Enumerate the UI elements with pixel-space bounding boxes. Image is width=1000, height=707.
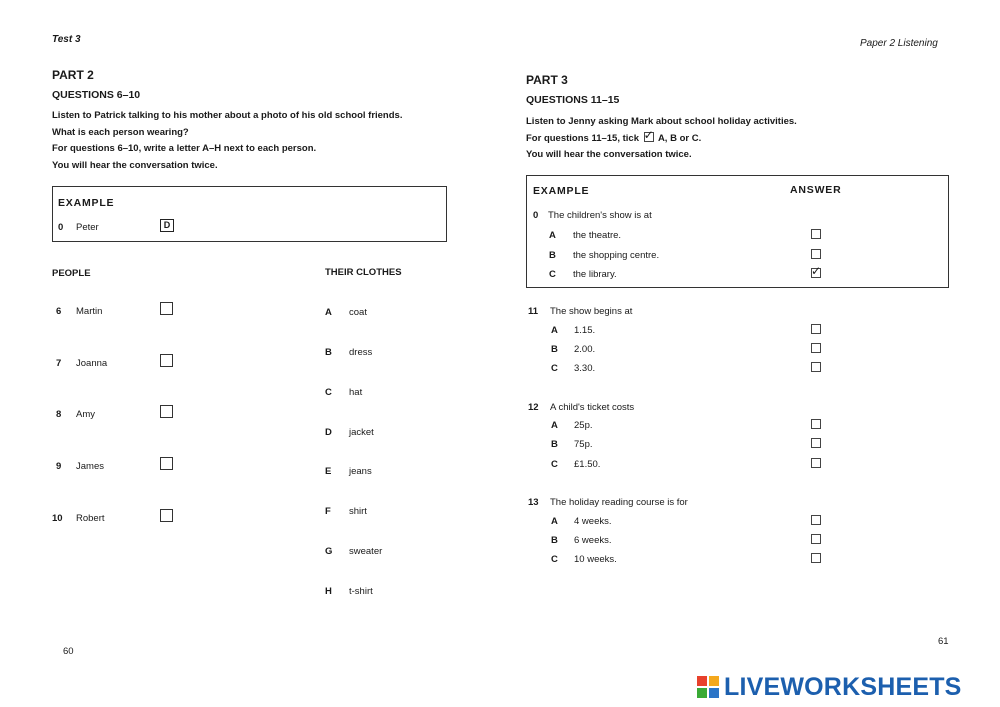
page-number-right: 61: [938, 636, 949, 647]
q11-option-a-checkbox[interactable]: [811, 324, 821, 334]
q13-option-c-checkbox[interactable]: [811, 553, 821, 563]
answer-box-6[interactable]: [160, 302, 173, 315]
person-name: Amy: [76, 409, 95, 420]
instruction-line: [526, 127, 797, 148]
option-letter: A: [549, 230, 556, 241]
clothes-item: dress: [349, 347, 373, 358]
person-name: Joanna: [76, 358, 108, 369]
q13-option-b-checkbox[interactable]: [811, 534, 821, 544]
question-num: 13: [528, 497, 539, 508]
part3-instructions: [526, 114, 797, 164]
example-option-a-box: [811, 229, 821, 239]
clothes-item: t-shirt: [349, 586, 373, 597]
part2-example-num: 0: [58, 222, 64, 233]
example-option-b-box: [811, 249, 821, 259]
part2-example-title: EXAMPLE: [58, 197, 115, 209]
instruction-line: You will hear the conversation twice.: [526, 149, 692, 160]
option-text: the shopping centre.: [573, 250, 660, 261]
option-letter: A: [551, 420, 558, 431]
answer-box-9[interactable]: [160, 457, 173, 470]
part2-instructions: [52, 108, 402, 174]
question-num: 11: [528, 306, 539, 317]
clothes-letter: E: [325, 466, 332, 477]
q12-option-c-checkbox[interactable]: [811, 458, 821, 468]
option-text: 3.30.: [574, 363, 596, 374]
clothes-letter: H: [325, 586, 332, 597]
q11-option-c-checkbox[interactable]: [811, 362, 821, 372]
option-text: 75p.: [574, 439, 593, 450]
clothes-letter: G: [325, 546, 333, 557]
answer-box-8[interactable]: [160, 405, 173, 418]
instruction-line: What is each person wearing?: [52, 126, 189, 138]
clothes-item: sweater: [349, 546, 383, 557]
q12-option-b-checkbox[interactable]: [811, 438, 821, 448]
option-text: 25p.: [574, 420, 593, 431]
person-name: Robert: [76, 513, 105, 524]
clothes-letter: A: [325, 307, 332, 318]
instruction-line: You will hear the conversation twice.: [52, 159, 218, 171]
clothes-item: shirt: [349, 506, 367, 517]
part3-questions: QUESTIONS 11–15: [526, 94, 620, 106]
part2-example-name: Peter: [76, 222, 99, 233]
part2-questions: QUESTIONS 6–10: [52, 89, 141, 101]
person-name: Martin: [76, 306, 103, 317]
clothes-letter: D: [325, 427, 332, 438]
person-num: 9: [56, 461, 62, 472]
option-text: 4 weeks.: [574, 516, 612, 527]
question-stem: The holiday reading course is for: [550, 497, 688, 508]
option-text: 2.00.: [574, 344, 596, 355]
tick-icon: ✓: [643, 127, 654, 142]
clothes-letter: B: [325, 347, 332, 358]
part2-example-box: [52, 186, 447, 242]
option-letter: C: [549, 269, 556, 280]
instruction-line: Listen to Patrick talking to his mother about a photo of his old school friends.: [52, 110, 403, 121]
logo-text: LIVEWORKSHEETS: [724, 673, 962, 701]
example-option-c-box: [811, 264, 822, 278]
question-num: 12: [528, 402, 539, 413]
page-header-right: Paper 2 Listening: [860, 38, 938, 49]
q11-option-b-checkbox[interactable]: [811, 343, 821, 353]
option-text: 1.15.: [574, 325, 596, 336]
person-num: 7: [56, 358, 62, 369]
person-num: 6: [56, 306, 62, 317]
option-letter: C: [551, 363, 558, 374]
answer-box-10[interactable]: [160, 509, 173, 522]
instruction-line: For questions 6–10, write a letter A–H next to each person.: [52, 143, 317, 154]
liveworksheets-logo[interactable]: [697, 672, 995, 702]
person-name: James: [76, 461, 104, 472]
option-text: 6 weeks.: [574, 535, 612, 546]
option-letter: B: [551, 344, 558, 355]
part3-example-stem: The children's show is at: [548, 210, 652, 221]
tick-icon: ✓: [811, 264, 822, 278]
clothes-letter: C: [325, 387, 332, 398]
option-text: 10 weeks.: [574, 554, 617, 565]
part2-title: PART 2: [52, 68, 94, 82]
clothes-item: coat: [349, 307, 367, 318]
page-number-left: 60: [63, 646, 74, 657]
instruction-line: Listen to Jenny asking Mark about school holiday activities.: [526, 116, 797, 127]
option-letter: A: [551, 325, 558, 336]
option-text: the library.: [573, 269, 617, 280]
answer-box-7[interactable]: [160, 354, 173, 367]
option-letter: B: [551, 535, 558, 546]
option-text: £1.50.: [574, 459, 601, 470]
instruction-line-end: A, B or C.: [657, 132, 702, 144]
people-heading: PEOPLE: [52, 268, 91, 279]
part3-title: PART 3: [526, 73, 568, 87]
part3-answer-heading: ANSWER: [790, 184, 842, 196]
person-num: 8: [56, 409, 62, 420]
option-letter: A: [551, 516, 558, 527]
option-letter: B: [549, 250, 556, 261]
question-stem: A child's ticket costs: [550, 402, 635, 413]
tick-box-icon: [643, 127, 654, 142]
part3-example-num: 0: [533, 210, 539, 221]
clothes-item: hat: [349, 387, 363, 398]
option-letter: C: [551, 459, 558, 470]
option-letter: C: [551, 554, 558, 565]
q12-option-a-checkbox[interactable]: [811, 419, 821, 429]
question-stem: The show begins at: [550, 306, 633, 317]
clothes-item: jeans: [349, 466, 372, 477]
page-header-left: Test 3: [52, 34, 81, 45]
part2-example-answer: D: [160, 219, 174, 232]
option-letter: B: [551, 439, 558, 450]
clothes-item: jacket: [349, 427, 374, 438]
person-num: 10: [52, 513, 63, 524]
q13-option-a-checkbox[interactable]: [811, 515, 821, 525]
instruction-line-start: For questions 11–15, tick: [526, 132, 639, 144]
clothes-heading: THEIR CLOTHES: [325, 267, 402, 278]
clothes-letter: F: [325, 506, 331, 517]
logo-mark-icon: [697, 676, 719, 698]
option-text: the theatre.: [573, 230, 622, 241]
part3-example-title: EXAMPLE: [533, 185, 590, 197]
